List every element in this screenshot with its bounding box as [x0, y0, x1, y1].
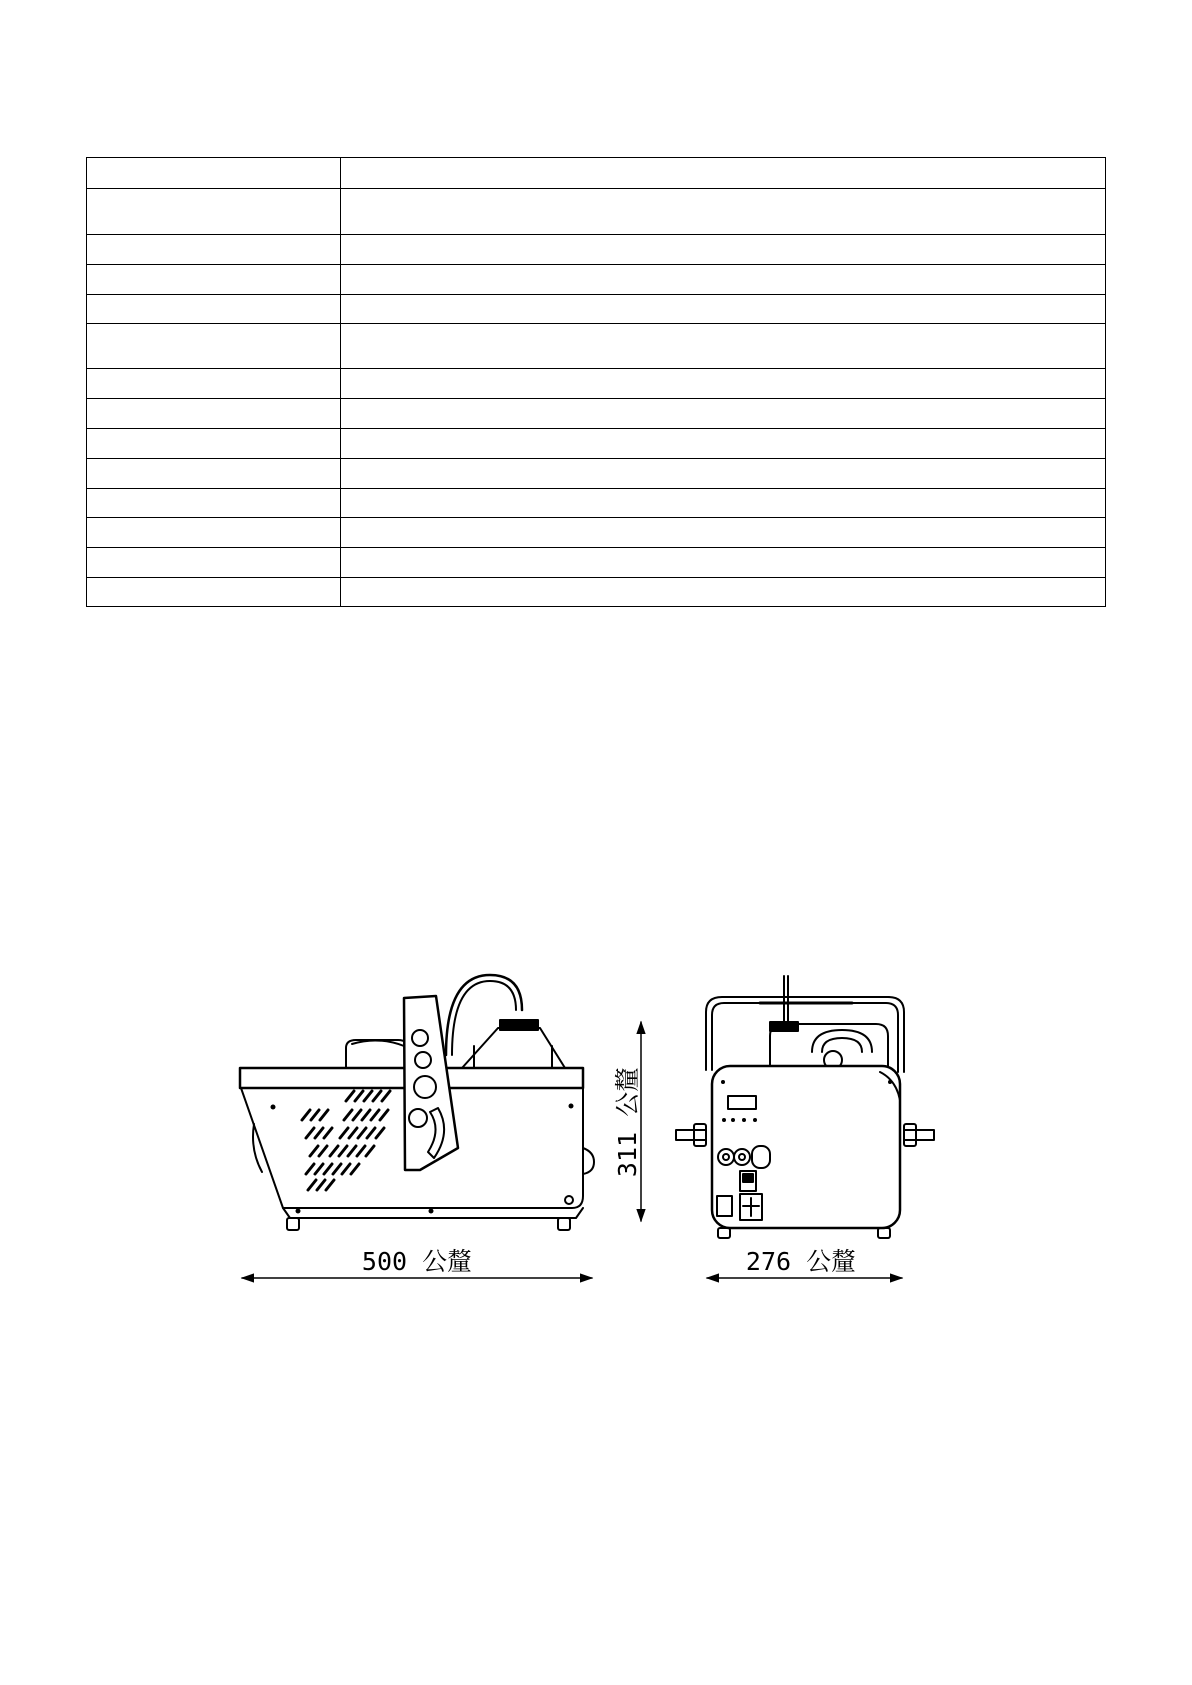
spec-label	[87, 235, 341, 265]
table-row	[87, 189, 1106, 235]
spec-label	[87, 399, 341, 429]
spec-label	[87, 369, 341, 399]
table-row	[87, 324, 1106, 369]
spec-label	[87, 489, 341, 518]
side-view-drawing	[240, 975, 642, 1278]
spec-value	[341, 459, 1106, 489]
spec-value	[341, 324, 1106, 369]
table-row	[87, 429, 1106, 459]
spec-label	[87, 518, 341, 548]
table-row	[87, 489, 1106, 518]
rear-view-drawing	[676, 976, 934, 1278]
spec-label	[87, 459, 341, 489]
spec-value	[341, 548, 1106, 578]
table-row	[87, 158, 1106, 189]
table-row	[87, 459, 1106, 489]
table-row	[87, 578, 1106, 607]
spec-value	[341, 295, 1106, 324]
spec-value	[341, 518, 1106, 548]
spec-value	[341, 399, 1106, 429]
spec-value	[341, 235, 1106, 265]
spec-value	[341, 158, 1106, 189]
table-row	[87, 295, 1106, 324]
spec-value	[341, 189, 1106, 235]
spec-table	[86, 157, 1106, 607]
spec-label	[87, 324, 341, 369]
table-row	[87, 548, 1106, 578]
spec-label	[87, 189, 341, 235]
spec-value	[341, 265, 1106, 295]
table-row	[87, 265, 1106, 295]
spec-label	[87, 295, 341, 324]
table-row	[87, 399, 1106, 429]
spec-value	[341, 429, 1106, 459]
side-width-label: 500 公釐	[361, 1247, 473, 1276]
dimension-drawings	[0, 960, 1192, 1300]
spec-label	[87, 548, 341, 578]
table-row	[87, 369, 1106, 399]
spec-label	[87, 265, 341, 295]
spec-value	[341, 489, 1106, 518]
spec-value	[341, 578, 1106, 607]
spec-label	[87, 429, 341, 459]
side-height-label: 311 公釐	[613, 1066, 642, 1178]
table-row	[87, 518, 1106, 548]
rear-width-label: 276 公釐	[745, 1247, 857, 1276]
table-row	[87, 235, 1106, 265]
spec-label	[87, 158, 341, 189]
spec-label	[87, 578, 341, 607]
spec-value	[341, 369, 1106, 399]
